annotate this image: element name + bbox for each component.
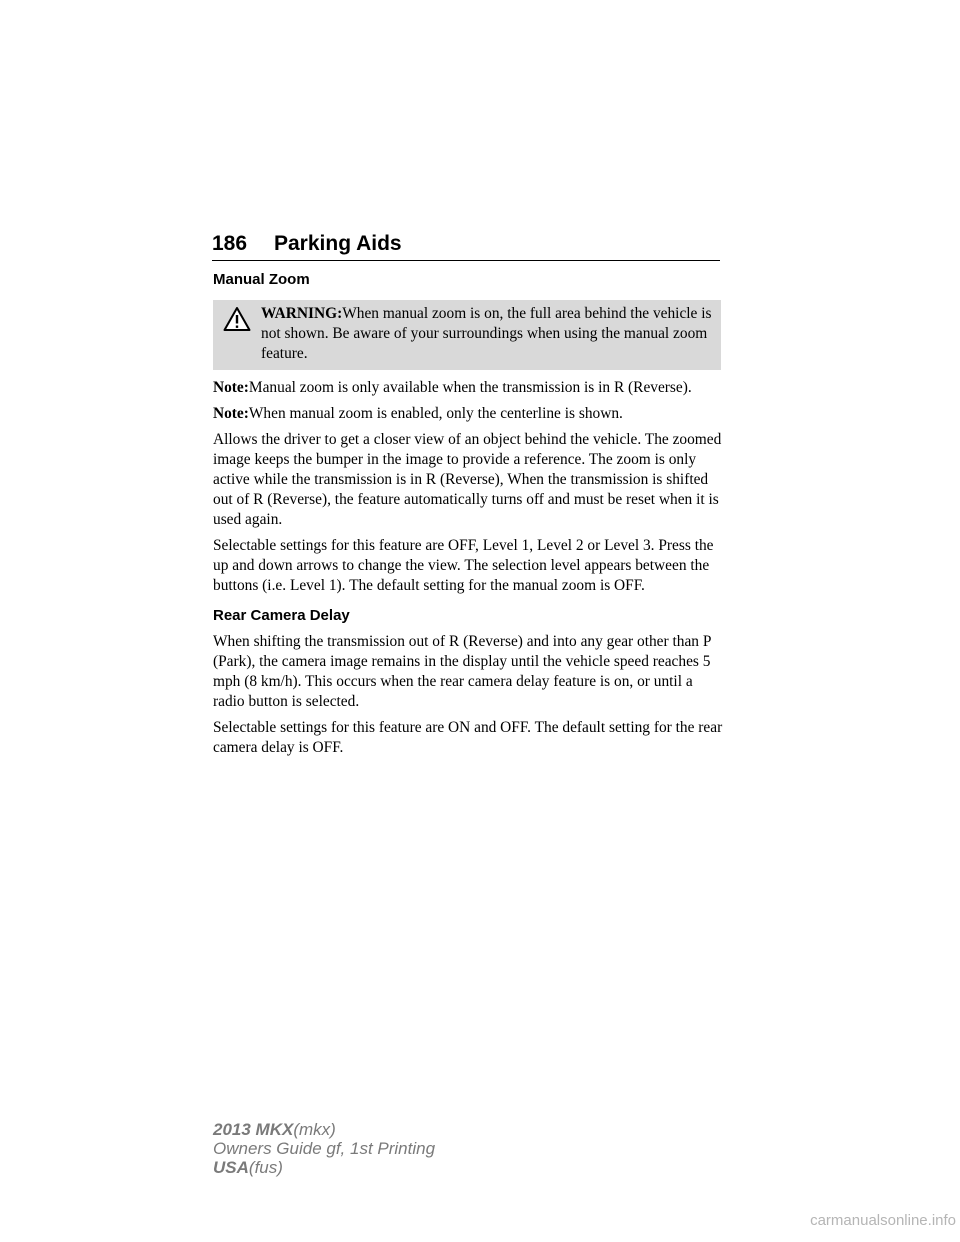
page-header	[212, 226, 720, 261]
note-paragraph	[213, 404, 725, 424]
footer-line-guide: Owners Guide gf, 1st Printing	[213, 1139, 436, 1158]
section-heading-rear-camera-delay: Rear Camera Delay	[213, 607, 350, 624]
section-heading-manual-zoom: Manual Zoom	[213, 271, 310, 288]
watermark: carmanualsonline.info	[810, 1212, 956, 1229]
body-paragraph: When shifting the transmission out of R (Reverse) and into any gear other than P (Park), the camera image remains in the display until the vehicle speed reaches 5 mph (8 km/h). This occurs when the rear camera delay feature is on, or until a radio button is selected.	[213, 633, 711, 710]
note-text: Manual zoom is only available when the transmission is in R (Reverse).	[248, 379, 692, 396]
warning-triangle-icon	[223, 306, 251, 332]
body-paragraph: Allows the driver to get a closer view of an object behind the vehicle. The zoomed image keeps the bumper in the image to provide a reference. The zoom is only active while the transmission is in R (Reverse), When the transmission is shifted out of R (Reverse), the feature automatically turns off and must be reset when it is used again.	[213, 431, 722, 528]
body-paragraph: Selectable settings for this feature are ON and OFF. The default setting for the rear camera delay is OFF.	[213, 719, 723, 756]
warning-label: WARNING:	[261, 305, 343, 322]
footer-line-region: USA(fus)	[213, 1158, 283, 1177]
warning-text	[217, 304, 717, 364]
page-number: 186	[212, 232, 248, 255]
page-content	[213, 270, 725, 764]
warning-body: When manual zoom is on, the full area behind the vehicle is not shown. Be aware of your surroundings when using the manual zoom feature.	[261, 305, 712, 362]
chapter-title: Parking Aids	[274, 232, 402, 255]
note-label: Note:	[213, 379, 249, 396]
page-footer	[213, 1120, 435, 1177]
note-text: When manual zoom is enabled, only the centerline is shown.	[248, 405, 623, 422]
note-label: Note:	[213, 405, 249, 422]
warning-box	[213, 300, 721, 370]
footer-line-model: 2013 MKX(mkx)	[213, 1120, 336, 1139]
body-paragraph: Selectable settings for this feature are OFF, Level 1, Level 2 or Level 3. Press the up and down arrows to change the view. The selection level appears between the buttons (i.e. Level 1). The default setting for the manual zoom is OFF.	[213, 537, 714, 594]
note-paragraph	[213, 378, 725, 398]
